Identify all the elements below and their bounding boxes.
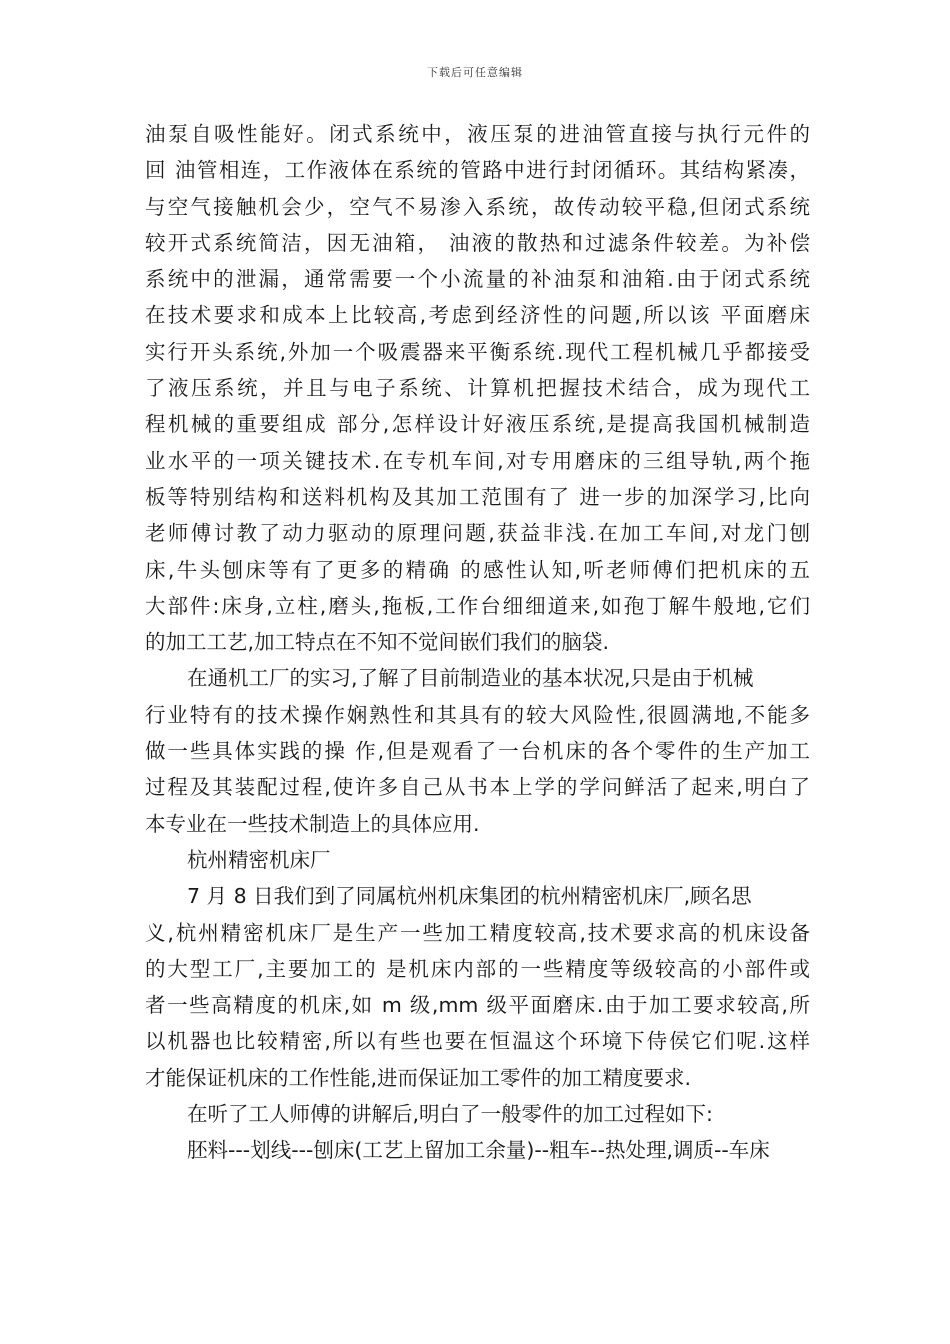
paragraph-1 [145,116,810,660]
text-line: 板等特别结构和送料机构及其加工范围有了 进一步的加深学习,比向 [145,484,810,509]
text-line: 较开式系统简洁，因无油箱， 油液的散热和过滤条件较差。为补偿 [145,230,810,255]
text-line: 老师傅讨教了动力驱动的原理问题,获益非浅.在加工车间,对龙门刨 [145,521,810,546]
section-heading [145,842,810,878]
text-line: 本专业在一些技术制造上的具体应用. [145,811,480,836]
paragraph-5 [145,1096,810,1132]
text-line: 大部件:床身,立柱,磨头,拖板,工作台细细道来,如孢丁解牛般地,它们 [145,593,810,618]
document-body [145,116,810,1169]
text-line: 系统中的泄漏，通常需要一个小流量的补油泵和油箱.由于闭式系统 [145,267,810,292]
text-line: 的加工工艺,加工特点在不知不觉间嵌们我们的脑袋. [145,630,610,655]
paragraph-2 [145,660,810,841]
paragraph-6 [145,1132,810,1168]
text-line: 胚料---划线---刨床(工艺上留加工余量)--粗车--热处理,调质--车床 [187,1138,770,1163]
text-line: 实行开头系统,外加一个吸震器来平衡系统.现代工程机械几乎都接受 [145,339,810,364]
text-line: 7 月 8 日我们到了同属杭州机床集团的杭州精密机床厂,顾名思 [187,884,752,909]
text-line: 业水平的一项关键技术.在专机车间,对专用磨床的三组导轨,两个拖 [145,448,810,473]
text-line: 行业特有的技术操作娴熟性和其具有的较大风险性,很圆满地,不能多 [145,702,810,727]
text-line: 在听了工人师傅的讲解后,明白了一般零件的加工过程如下: [187,1102,713,1127]
text-line: 了液压系统，并且与电子系统、计算机把握技术结合，成为现代工 [145,376,810,401]
text-line: 程机械的重要组成 部分,怎样设计好液压系统,是提高我国机械制造 [145,412,810,437]
text-line: 回 油管相连，工作液体在系统的管路中进行封闭循环。其结构紧凑， [145,158,810,183]
text-line: 在技术要求和成本上比较高,考虑到经济性的问题,所以该 平面磨床 [145,303,810,328]
text-line: 在通机工厂的实习,了解了目前制造业的基本状况,只是由于机械 [187,666,754,691]
text-line: 义,杭州精密机床厂是生产一些加工精度较高,技术要求高的机床设备 [145,920,810,945]
text-line: 的大型工厂,主要加工的 是机床内部的一些精度等级较高的小部件或 [145,956,810,981]
text-line: 与空气接触机会少，空气不易渗入系统，故传动较平稳,但闭式系统 [145,194,810,219]
paragraph-4 [145,878,810,1096]
heading-text: 杭州精密机床厂 [187,847,331,872]
text-line: 床,牛头刨床等有了更多的精确 的感性认知,听老师傅们把机床的五 [145,557,810,582]
text-line: 做一些具体实践的操 作,但是观看了一台机床的各个零件的生产加工 [145,739,810,764]
text-line: 油泵自吸性能好。闭式系统中，液压泵的进油管直接与执行元件的 [145,122,810,146]
text-line: 以机器也比较精密,所以有些也要在恒温这个环境下侍侯它们呢.这样 [145,1029,810,1054]
text-line: 才能保证机床的工作性能,进而保证加工零件的加工精度要求. [145,1065,692,1090]
text-line: 过程及其装配过程,使许多自己从书本上学的学问鲜活了起来,明白了 [145,775,810,800]
text-line: 者一些高精度的机床,如 m 级,mm 级平面磨床.由于加工要求较高,所 [145,993,810,1018]
page-header-note: 下载后可任意编辑 [427,66,523,79]
